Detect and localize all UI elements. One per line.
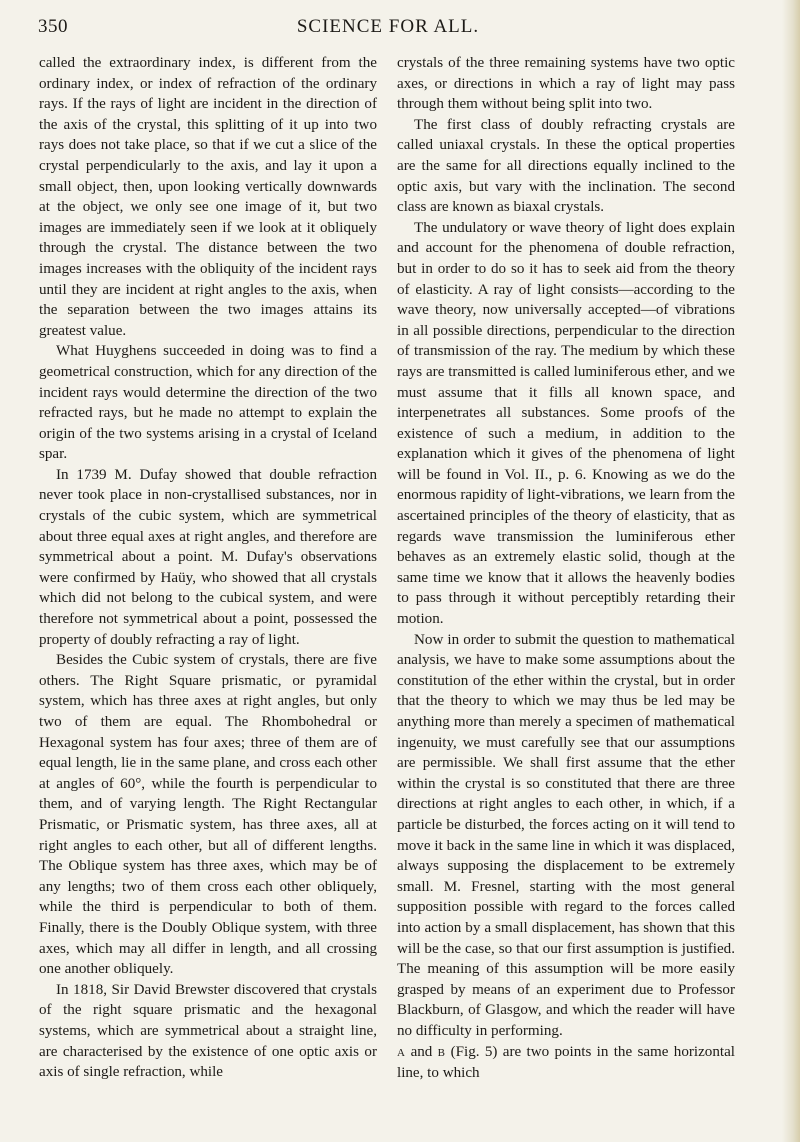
paragraph: called the extraordinary index, is different from the ordinary index, or index of refraction of the ordinary rays. If the rays of light are incident in the direction of the axis of the crystal, this splitting of it up into two rays does not take place, so that if we cut a slice of the crystal perpendicularly to the axis, and lay it upon a small object, then, upon looking vertically downwards at the object, we only see one image of it, but two images are immediately seen if we look at it obliquely through the crystal. The distance between the two images increases with the obliquity of the incident rays until they are incident at right angles to the axis, when the separation between the two images attains its greatest value.: [39, 55, 377, 339]
running-head: [38, 16, 738, 50]
paragraph: In 1818, Sir David Brewster discovered that crystals of the right square prismatic and the hexagonal systems, which are symmetrical about a straight line, are characterised by the existence of one optic axis or axis of single refraction, while: [39, 981, 377, 1081]
right-column: [397, 53, 735, 1084]
page-edge-shadow: [782, 0, 800, 1142]
figure-label-a: A: [397, 1046, 406, 1059]
paragraph: The undulatory or wave theory of light does explain and account for the phenomena of double refraction, but in order to do so it has to seek aid from the theory of elasticity. A ray of light consists—according to the wave theory, now universally accepted—of vibrations in all possible directions, perpendicular to the direction of transmission of the ray. The medium by which these rays are transmitted is called luminiferous ether, and we must assume that it fills all known space, and interpenetrates all substances. Some proofs of the existence of such a medium, in addition to the explanation which it gives of the phenomena of light will be found in Vol. II., p. 6. Knowing as we do the enormous rapidity of light-vibrations, we learn from the ascertained principles of the theory of elasticity, that as regards wave transmission the luminiferous ether behaves as an extremely elastic solid, though at the same time we know that it allows the heavenly bodies to pass through it without perceptibly retarding their motion.: [397, 219, 735, 628]
paragraph: Besides the Cubic system of crystals, there are five others. The Right Square prismatic, or pyramidal system, which has three axes at right angles, but only two of them are equal. The Rhombohedral or Hexagonal system has four axes; three of them are of equal length, lie in the same plane, and cross each other at angles of 60°, while the fourth is perpendicular to them, and of varying length. The Right Rectangular Prismatic, or Prismatic system, has three axes, all at right angles to each other, but all of different lengths. The Oblique system has three axes, which may be of any lengths; two of them cross each other obliquely, while the third is perpendicular to both of them. Finally, there is the Doubly Oblique system, with three axes, which may all differ in length, and all crossing one another obliquely.: [39, 652, 377, 978]
paragraph: Now in order to submit the question to mathematical analysis, we have to make some assumptions about the constitution of the ether within the crystal, but in order that the theory to which we may thus be led may be anything more than merely a specimen of mathematical ingenuity, we must carefully see that our assumptions are permissible. We shall first assume that the ether within the crystal is so constituted that there are three directions at right angles to each other, in which, if a particle be disturbed, the forces acting on it will tend to move it back in the same line in which it was displaced, always supposing the displacement to be extremely small. M. Fresnel, starting with the most general supposition possible with regard to the forces called into action by a small displacement, has shown that this will be the case, so that our first assumption is justified. The meaning of this assumption will be more easily grasped by means of an experiment due to Professor Blackburn, of Glasgow, and which the reader will have no difficulty in performing.: [397, 631, 735, 1039]
paragraph-fragment: and: [405, 1043, 438, 1060]
page-number: 350: [38, 16, 68, 37]
paragraph: crystals of the three remaining systems have two optic axes, or directions in which a ray of light may pass through them without being split into two.: [397, 55, 735, 113]
running-title: SCIENCE FOR ALL.: [296, 16, 480, 37]
paragraph: The first class of doubly refracting crystals are called uniaxal crystals. In these the optical properties are the same for all directions equally inclined to the optic axis, but vary with the inclination. The second class are known as biaxal crystals.: [397, 116, 735, 216]
paragraph-fragment: (Fig. 5) are two points in the same horizontal line, to which: [397, 1043, 735, 1082]
paragraph: In 1739 M. Dufay showed that double refraction never took place in non-crystallised substances, nor in crystals of the cubic system, which are symmetrical about three equal axes at right angles, and therefore are symmetrical about a point. M. Dufay's observations were confirmed by Haüy, who showed that all crystals which did not belong to the cubical system, and were therefore not symmetrical about a point, possessed the property of doubly refracting a ray of light.: [39, 466, 377, 648]
left-column: [39, 53, 377, 1083]
paragraph: What Huyghens succeeded in doing was to find a geometrical construction, which for any direction of the incident rays would determine the direction of the two refracted rays, but he made no attempt to explain the origin of the two systems arising in a crystal of Iceland spar.: [39, 343, 377, 463]
figure-label-b: B: [437, 1046, 446, 1059]
